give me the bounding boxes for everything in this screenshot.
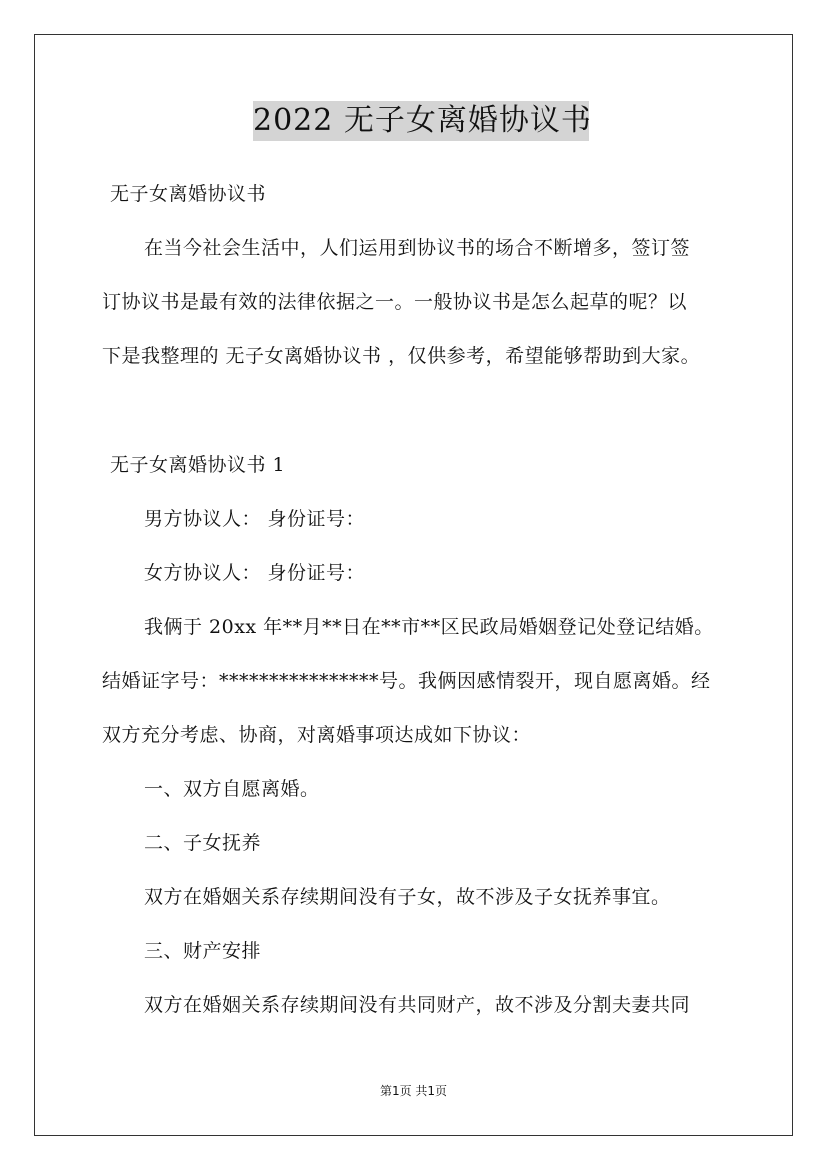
section-heading-intro: 无子女离婚协议书 — [110, 183, 267, 205]
paragraph-line: 下是我整理的 无子女离婚协议书 ，仅供参考，希望能够帮助到大家。 — [102, 345, 701, 367]
page-footer: 第1页 共1页 — [379, 1084, 448, 1098]
paragraph-line: 在当今社会生活中，人们运用到协议书的场合不断增多，签订签 — [144, 237, 691, 259]
section-heading-agreement-1: 无子女离婚协议书 1 — [110, 454, 286, 476]
clause-heading: 二、子女抚养 — [144, 832, 262, 854]
paragraph-line: 我俩于 20xx 年**月**日在**市**区民政局婚姻登记处登记结婚。 — [144, 616, 714, 638]
paragraph-line: 订协议书是最有效的法律依据之一。一般协议书是怎么起草的呢？以 — [102, 291, 688, 313]
male-party-line: 男方协议人： 身份证号： — [144, 508, 366, 530]
clause-heading: 三、财产安排 — [144, 940, 262, 962]
paragraph-line: 双方在婚姻关系存续期间没有共同财产，故不涉及分割夫妻共同 — [144, 994, 691, 1016]
paragraph-line: 双方充分考虑、协商，对离婚事项达成如下协议： — [102, 724, 532, 746]
paragraph-line: 结婚证字号：****************号。我俩因感情裂开，现自愿离婚。经 — [102, 670, 711, 692]
female-party-line: 女方协议人： 身份证号： — [144, 562, 366, 584]
clause-heading: 一、双方自愿离婚。 — [144, 778, 320, 800]
document-title: 2022 无子女离婚协议书 — [253, 101, 589, 141]
paragraph-line: 双方在婚姻关系存续期间没有子女，故不涉及子女抚养事宜。 — [144, 886, 671, 908]
